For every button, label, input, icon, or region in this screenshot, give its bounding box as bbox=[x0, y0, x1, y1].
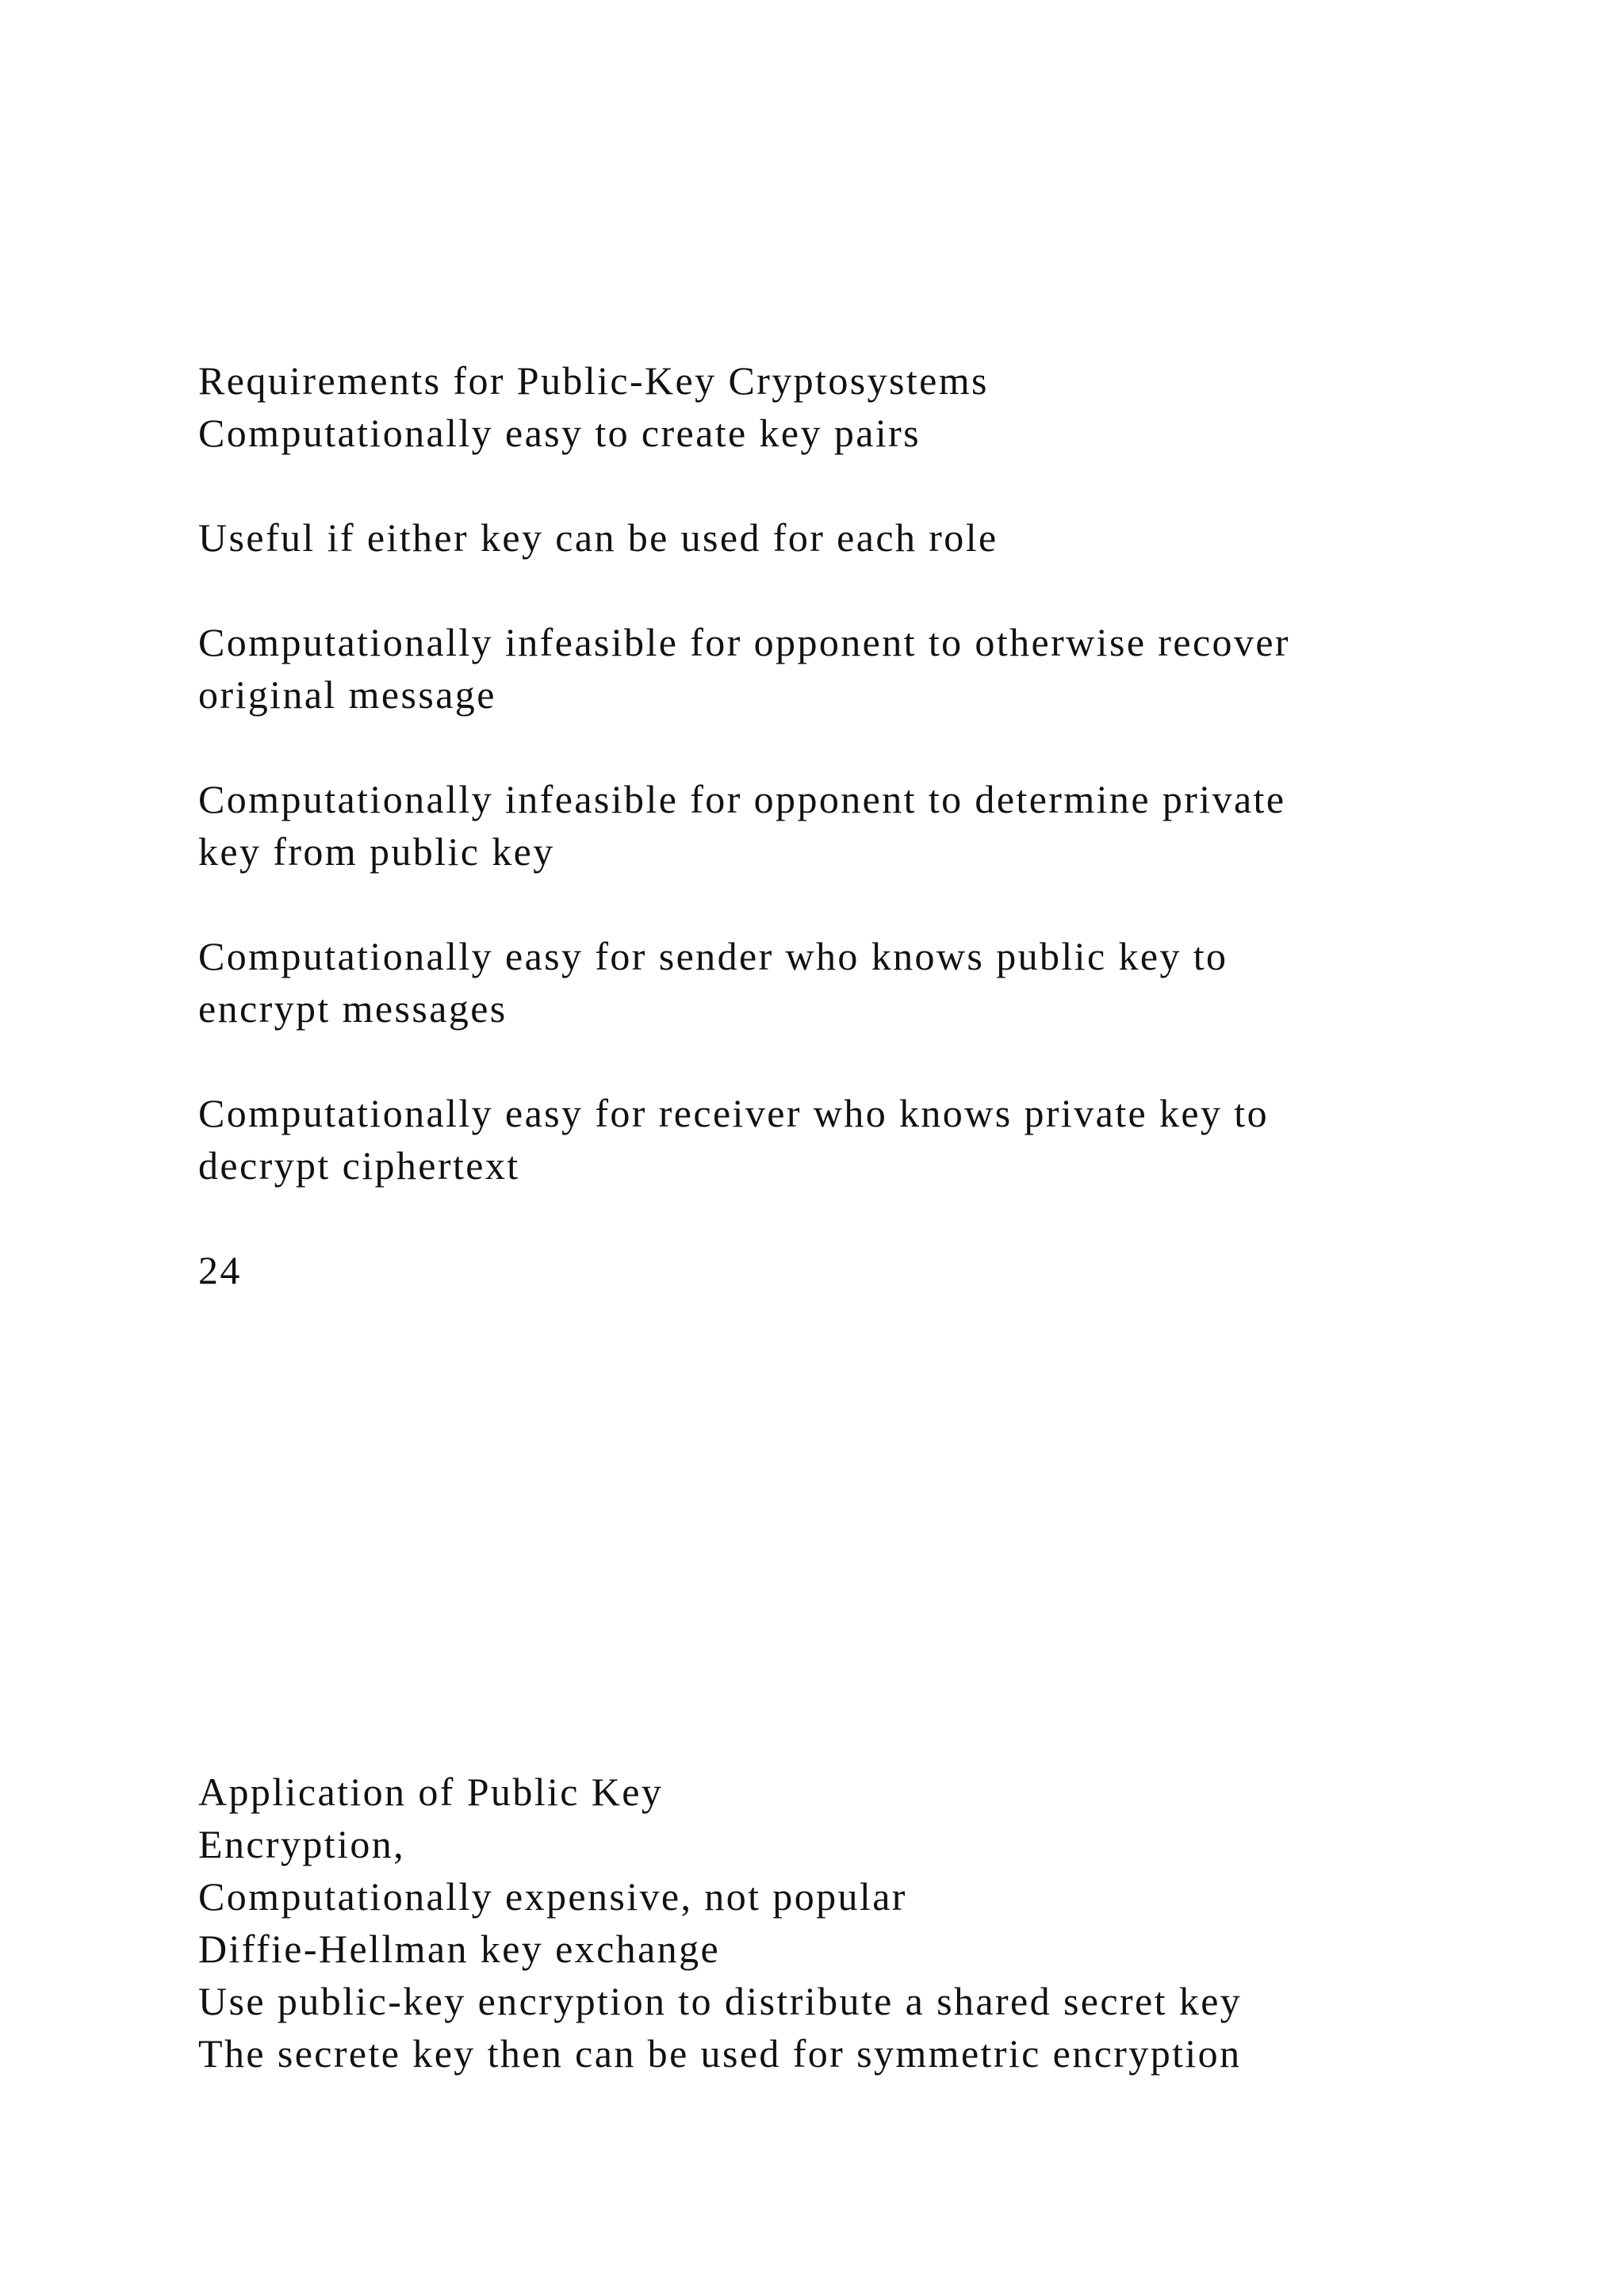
requirement-item: Computationally infeasible for opponent to otherwise recover bbox=[198, 620, 1290, 664]
requirement-item-continued: encrypt messages bbox=[198, 986, 508, 1031]
requirement-item: Computationally infeasible for opponent to determine private bbox=[198, 777, 1286, 821]
application-line: Use public-key encryption to distribute a shared secret key bbox=[198, 1979, 1243, 2023]
requirement-item: Computationally easy for receiver who knows private key to bbox=[198, 1091, 1269, 1135]
application-line: Computationally expensive, not popular bbox=[198, 1874, 907, 1919]
application-line: The secrete key then can be used for symmetric encryption bbox=[198, 2031, 1242, 2076]
application-line: Diffie-Hellman key exchange bbox=[198, 1927, 721, 1971]
section-title: Application of Public Key bbox=[198, 1770, 664, 1814]
requirement-item-continued: key from public key bbox=[198, 829, 555, 874]
requirement-item: Useful if either key can be used for each role bbox=[198, 515, 998, 560]
requirement-item-continued: decrypt ciphertext bbox=[198, 1143, 520, 1188]
requirement-item: Computationally easy to create key pairs bbox=[198, 411, 921, 455]
page-number: 24 bbox=[198, 1248, 242, 1292]
application-line: Encryption, bbox=[198, 1822, 406, 1866]
requirement-item: Computationally easy for sender who knows public key to bbox=[198, 934, 1228, 978]
requirement-item-continued: original message bbox=[198, 672, 496, 717]
section-title: Requirements for Public-Key Cryptosystems bbox=[198, 358, 989, 403]
